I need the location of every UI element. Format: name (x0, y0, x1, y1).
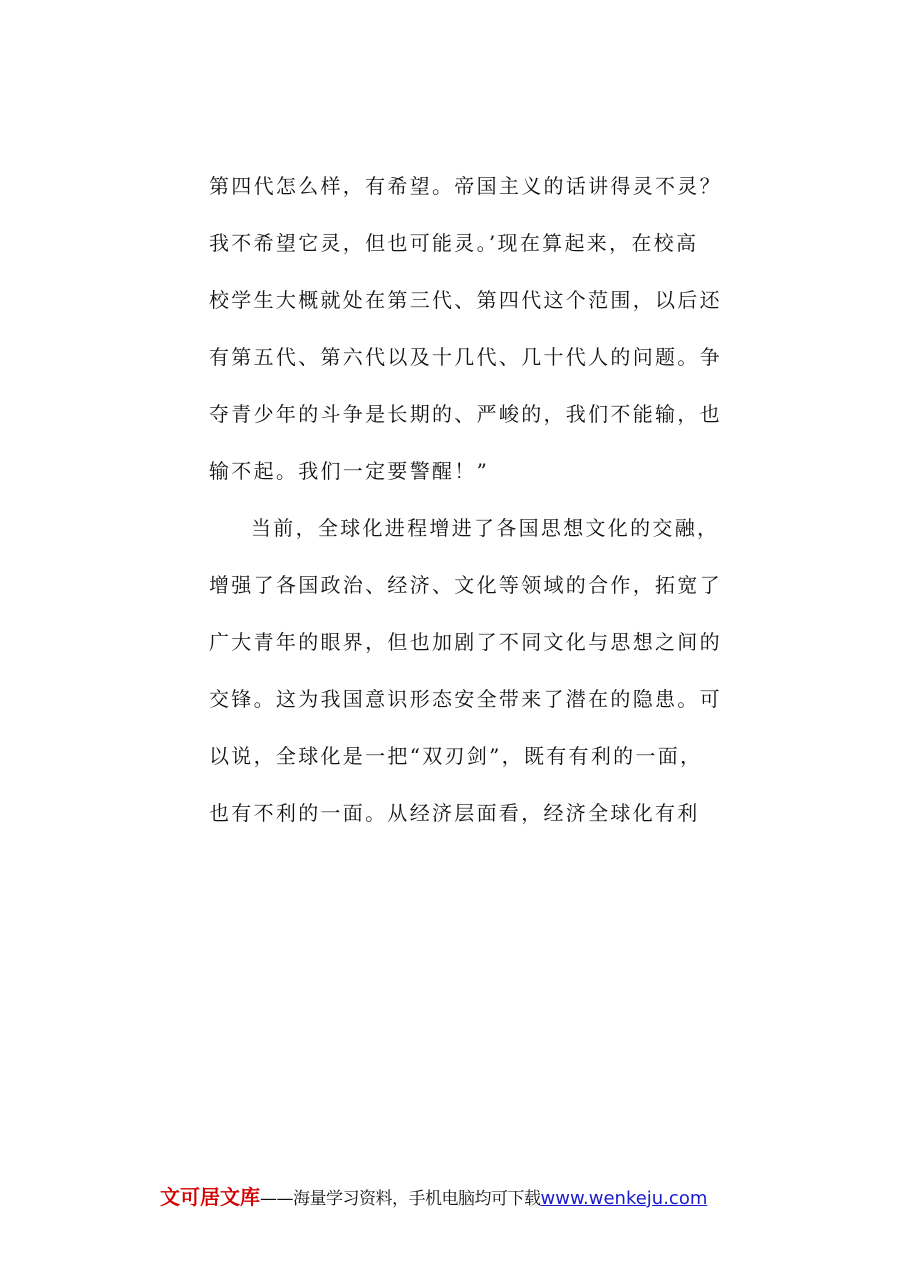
body-text (209, 163, 722, 847)
text-line: 以说，全球化是一把“双刃剑”，既有有利的一面， (209, 744, 703, 768)
text-line: 交锋。这为我国意识形态安全带来了潜在的隐患。可 (209, 687, 722, 711)
text-line: 有第五代、第六代以及十几代、几十代人的问题。争 (209, 345, 722, 369)
text-line: 输不起。我们一定要警醒！” (209, 459, 490, 483)
website-link[interactable]: www.wenkeju.com (540, 1188, 708, 1209)
text-line: 也有不利的一面。从经济层面看，经济全球化有利 (209, 801, 700, 825)
text-line: 广大青年的眼界，但也加剧了不同文化与思想之间的 (209, 630, 722, 654)
brand-name: 文可居文库 (160, 1185, 260, 1209)
footer-banner (160, 1181, 780, 1213)
text-line: 夺青少年的斗争是长期的、严峻的，我们不能输，也 (209, 402, 722, 426)
text-line: 增强了各国政治、经济、文化等领域的合作，拓宽了 (209, 573, 722, 597)
text-line: 我不希望它灵，但也可能灵。’现在算起来，在校高 (209, 231, 699, 255)
footer-slogan: ——海量学习资料，手机电脑均可下载 (260, 1189, 541, 1209)
text-line: 第四代怎么样，有希望。帝国主义的话讲得灵不灵？ (209, 174, 722, 198)
paragraph-first-line: 当前，全球化进程增进了各国思想文化的交融， (251, 516, 720, 540)
text-line: 校学生大概就处在第三代、第四代这个范围，以后还 (209, 288, 722, 312)
